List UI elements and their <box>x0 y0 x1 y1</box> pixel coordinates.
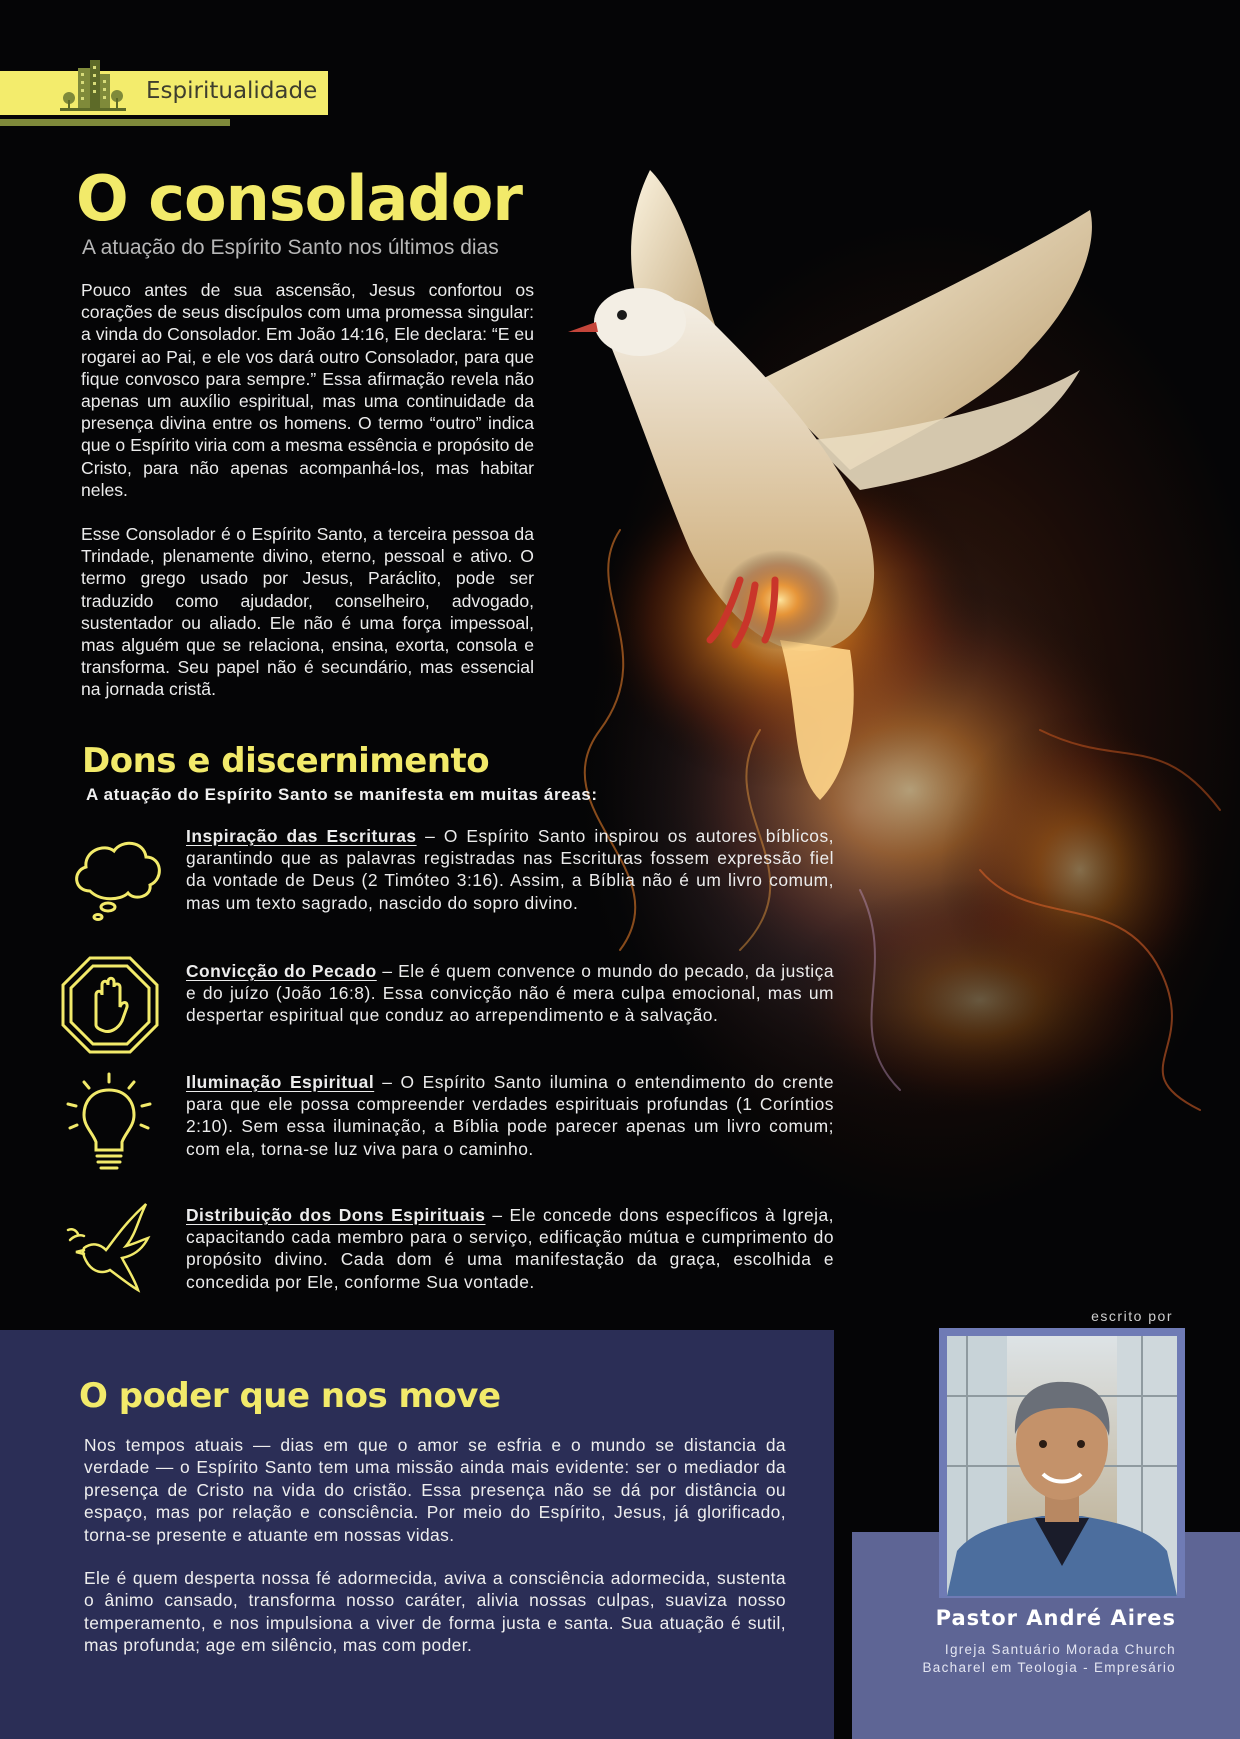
gift-item <box>186 825 834 914</box>
closing-paragraph-1: Nos tempos atuais — dias em que o amor se esfria e o mundo se distancia da verdade — o Espírito Santo tem uma missão ainda mais evidente: ser o mediador da presença de Cristo na vida do cristão. Essa presença não se dá por distância ou espaço, mas por relação e consciência. Por meio do Espírito, Jesus, já glorificado, torna-se presente e atuante em nossas vidas. <box>84 1435 786 1545</box>
gift-item <box>186 1071 834 1160</box>
city-buildings-icon <box>60 60 126 120</box>
gift-item <box>186 1204 834 1293</box>
gift-item-text: – Ele concede dons específicos à Igreja, capacitando cada membro para o serviço, edificação mútua e cumprimento do propósito divino. Cada dom é uma manifestação da graça, escolhida e concedida por Ele, conforme Sua vontade. <box>186 1205 834 1292</box>
author-church: Igreja Santuário Morada Church <box>944 1642 1176 1657</box>
author-photo <box>947 1336 1177 1596</box>
closing-heading: O poder que nos move <box>79 1376 501 1416</box>
gift-item-title: Inspiração das Escrituras <box>186 826 417 846</box>
thought-cloud-icon <box>70 835 164 929</box>
gift-item-text: – O Espírito Santo inspirou os autores bíblicos, garantindo que as palavras registradas nas Escrituras fossem expressão fiel da vontade de Deus (2 Timóteo 3:16). Assim, a Bíblia não é um livro comum, mas um texto sagrado, nascido do sopro divino. <box>186 826 835 913</box>
written-by-label: escrito por <box>1091 1308 1173 1324</box>
gift-item-title: Distribuição dos Dons Espirituais <box>186 1205 486 1225</box>
intro-paragraph-1: Pouco antes de sua ascensão, Jesus confortou os corações de seus discípulos com uma promessa singular: a vinda do Consolador. Em João 14:16, Ele declara: “E eu rogarei ao Pai, e ele vos dará outro Consolador, para que fique convosco para sempre.” Essa afirmação revela não apenas um auxílio espiritual, mas uma continuidade da presença divina entre os homens. O termo “outro” indica que o Espírito viria com a mesma essência e propósito de Cristo, para não apenas acompanhá-los, mas habitar neles. <box>81 280 534 500</box>
author-name: Pastor André Aires <box>935 1606 1176 1630</box>
gifts-heading: Dons e discernimento <box>82 741 490 781</box>
closing-paragraph-2: Ele é quem desperta nossa fé adormecida, aviva a consciência adormecida, sustenta o ânimo cansado, transforma nosso caráter, alivia nossas culpas, suaviza nosso temperamento, e nos impulsiona a viver de forma justa e santa. Sua atuação é sutil, mas profunda; age em silêncio, mas com poder. <box>84 1568 786 1656</box>
author-role: Bacharel em Teologia - Empresário <box>922 1660 1176 1675</box>
article-title: O consolador <box>76 162 522 235</box>
section-label: Espiritualidade <box>146 78 318 104</box>
intro-paragraph-2: Esse Consolador é o Espírito Santo, a terceira pessoa da Trindade, plenamente divino, eterno, pessoal e ativo. O termo grego usado por Jesus, Paráclito, pode ser traduzido como ajudador, conselheiro, advogado, sustentador ou aliado. Ele não é uma força impessoal, mas alguém que se relaciona, ensina, exorta, consola e transforma. Seu papel não é secundário, mas essencial na jornada cristã. <box>81 524 534 700</box>
gift-item-title: Convicção do Pecado <box>186 961 377 981</box>
gift-item-title: Iluminação Espiritual <box>186 1072 375 1092</box>
section-tag-underline <box>0 119 230 126</box>
gifts-intro: A atuação do Espírito Santo se manifesta em muitas áreas: <box>86 785 598 804</box>
article-subtitle: A atuação do Espírito Santo nos últimos dias <box>82 236 499 259</box>
dove-icon <box>64 1200 154 1300</box>
gift-item-text: – Ele é quem convence o mundo do pecado, da justiça e do juízo (João 16:8). Essa convicção não é mera culpa emocional, mas um despertar espiritual que conduz ao arrependimento e à salvação. <box>186 961 835 1026</box>
gift-item <box>186 960 834 1027</box>
stop-hand-icon <box>60 955 160 1055</box>
gift-item-text: – O Espírito Santo ilumina o entendimento do crente para que ele possa compreender verdades espirituais profundas (1 Coríntios 2:10). Sem essa iluminação, a Bíblia pode parecer apenas um livro comum; com ela, torna-se luz viva para o caminho. <box>186 1072 834 1159</box>
lightbulb-icon <box>64 1070 154 1182</box>
